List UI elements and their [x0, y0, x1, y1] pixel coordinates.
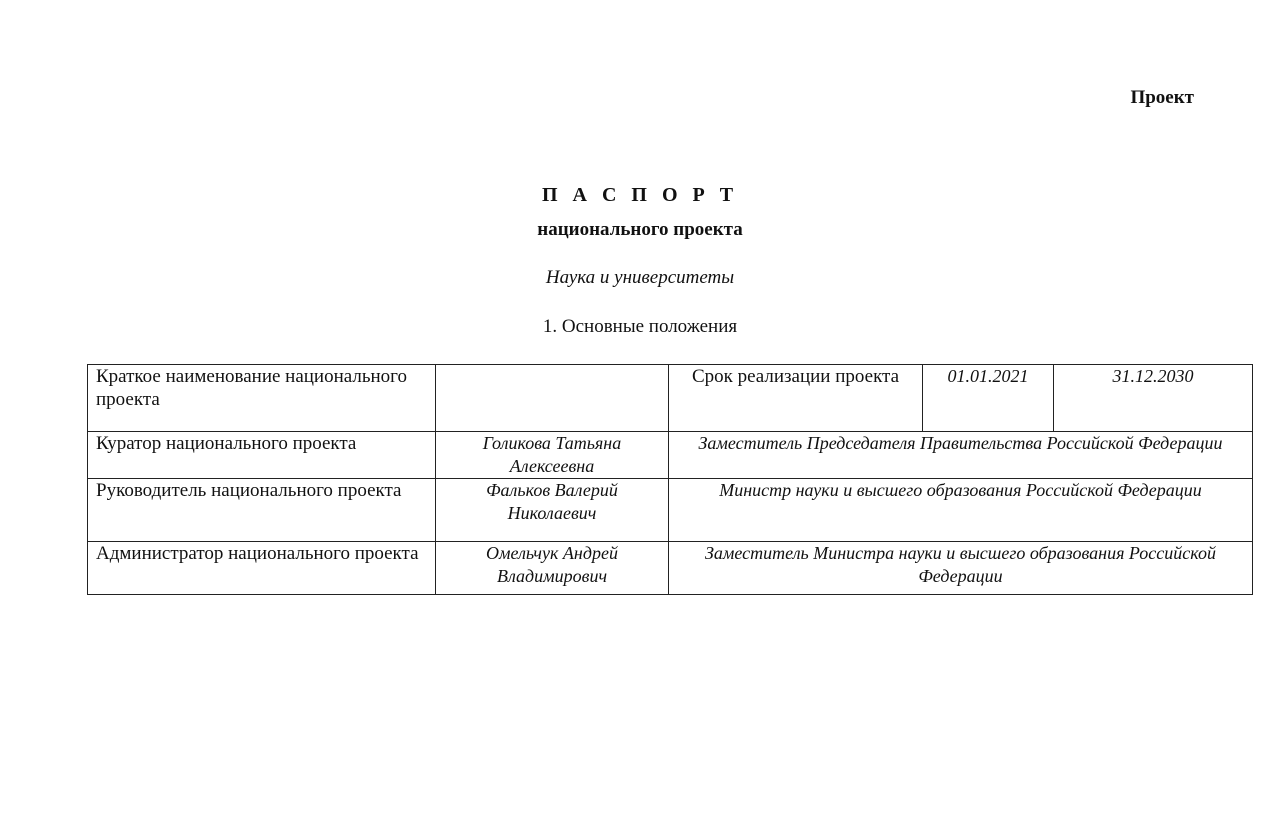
draft-label: Проект: [1130, 87, 1194, 108]
document-subtitle: национального проекта: [537, 219, 743, 240]
start-date: 01.01.2021: [923, 365, 1054, 432]
table-row: [88, 479, 1253, 542]
term-label: Срок реализации проекта: [669, 365, 923, 432]
section-title: 1. Основные положения: [542, 316, 738, 337]
passport-table: [87, 364, 1253, 595]
head-person: Фальков Валерий Николаевич: [436, 479, 669, 542]
end-date: 31.12.2030: [1054, 365, 1253, 432]
curator-person: Голикова Татьяна Алексеевна: [436, 432, 669, 479]
head-position: Министр науки и высшего образования Российской Федерации: [669, 479, 1253, 542]
curator-role: Куратор национального проекта: [88, 432, 436, 479]
administrator-person: Омельчук Андрей Владимирович: [436, 542, 669, 595]
head-role: Руководитель национального проекта: [88, 479, 436, 542]
table-row: [88, 432, 1253, 479]
short-name-value: [436, 365, 669, 432]
table-row: [88, 365, 1253, 432]
administrator-position: Заместитель Министра науки и высшего образования Российской Федерации: [669, 542, 1253, 595]
table-row: [88, 542, 1253, 595]
project-name: Наука и университеты: [545, 267, 735, 288]
curator-position: Заместитель Председателя Правительства Российской Федерации: [669, 432, 1253, 479]
document-title: П А С П О Р Т: [541, 184, 739, 206]
administrator-role: Администратор национального проекта: [88, 542, 436, 595]
short-name-label: Краткое наименование национального проекта: [88, 365, 436, 432]
